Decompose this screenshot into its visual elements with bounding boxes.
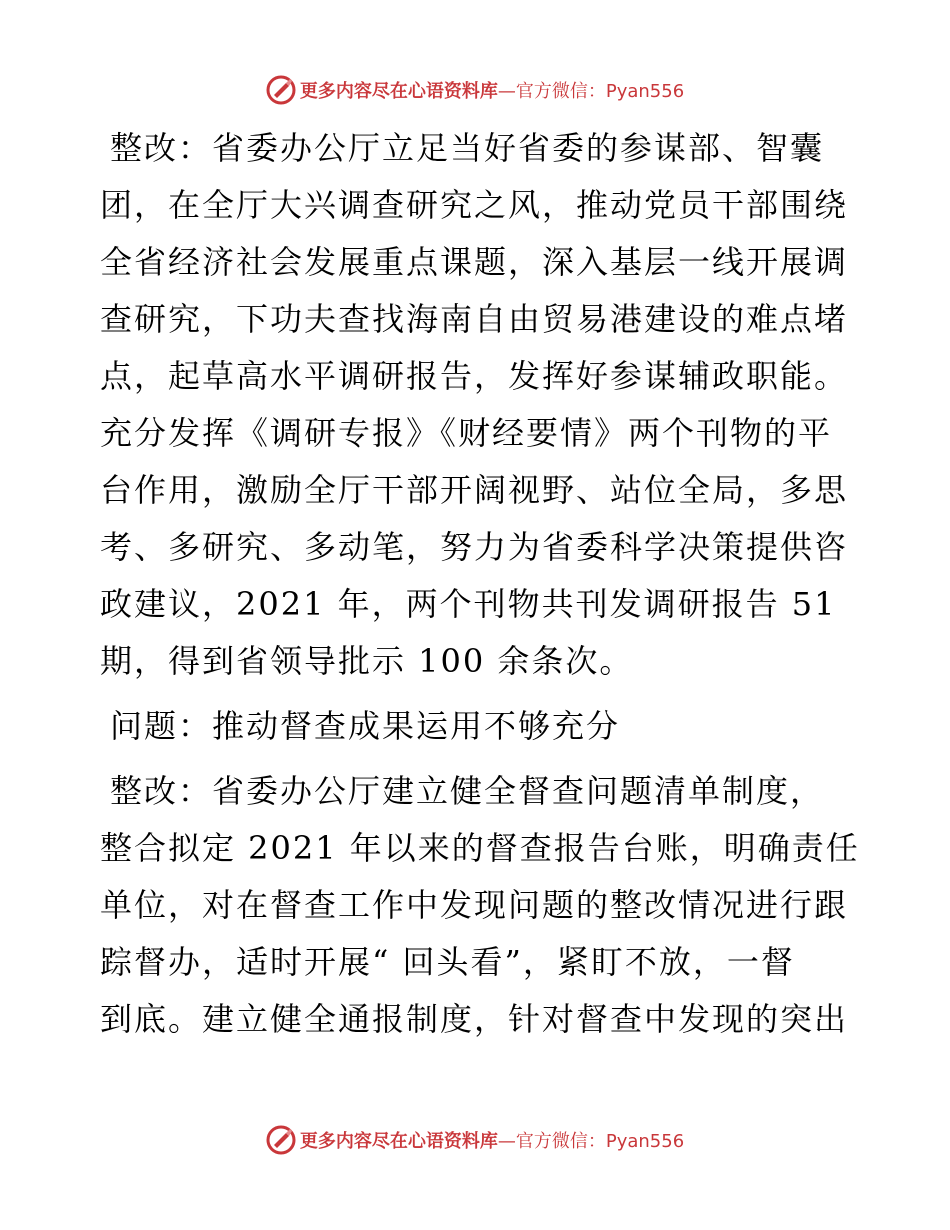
watermark-text: 更多内容尽在心语资料库	[299, 1131, 498, 1152]
text-line: 考、多研究、多动笔，努力为省委科学决策提供咨	[100, 528, 849, 566]
text-line: 整合拟定 2021 年以来的督查报告台账，明确责任	[100, 829, 860, 867]
paragraph-problem	[100, 698, 860, 755]
logo-icon	[266, 75, 296, 105]
text-line: 期，得到省领导批示 100 余条次。	[100, 642, 634, 680]
text-line: 充分发挥《调研专报》《财经要情》两个刊物的平	[100, 414, 833, 452]
text-line: 政建议，2021 年，两个刊物共刊发调研报告 51	[100, 585, 837, 623]
header-watermark	[0, 70, 950, 110]
document-body	[100, 120, 860, 1048]
text-line: 团，在全厅大兴调查研究之风，推动党员干部围绕	[100, 186, 849, 224]
watermark-text: 更多内容尽在心语资料库	[299, 81, 498, 102]
text-line: 踪督办，适时开展“ 回头看”，紧盯不放，一督	[100, 943, 795, 981]
text-line: 点，起草高水平调研报告，发挥好参谋辅政职能。	[100, 357, 849, 395]
text-line: 问题：推动督查成果运用不够充分	[110, 707, 621, 745]
watermark-contact: —官方微信：Pyan556	[497, 1131, 685, 1152]
text-line: 单位，对在督查工作中发现问题的整改情况进行跟	[100, 886, 849, 924]
footer-watermark	[0, 1120, 950, 1160]
text-line: 整改：省委办公厅建立健全督查问题清单制度，	[110, 772, 825, 810]
text-line: 整改：省委办公厅立足当好省委的参谋部、智囊	[110, 129, 825, 167]
logo-icon	[266, 1125, 296, 1155]
watermark-contact: —官方微信：Pyan556	[497, 81, 685, 102]
paragraph-rectification-1	[100, 120, 860, 690]
text-line: 查研究，下功夫查找海南自由贸易港建设的难点堵	[100, 300, 849, 338]
paragraph-rectification-2	[100, 763, 860, 1048]
text-line: 到底。建立健全通报制度，针对督查中发现的突出	[100, 1000, 849, 1038]
text-line: 全省经济社会发展重点课题，深入基层一线开展调	[100, 243, 849, 281]
text-line: 台作用，激励全厅干部开阔视野、站位全局，多思	[100, 471, 849, 509]
